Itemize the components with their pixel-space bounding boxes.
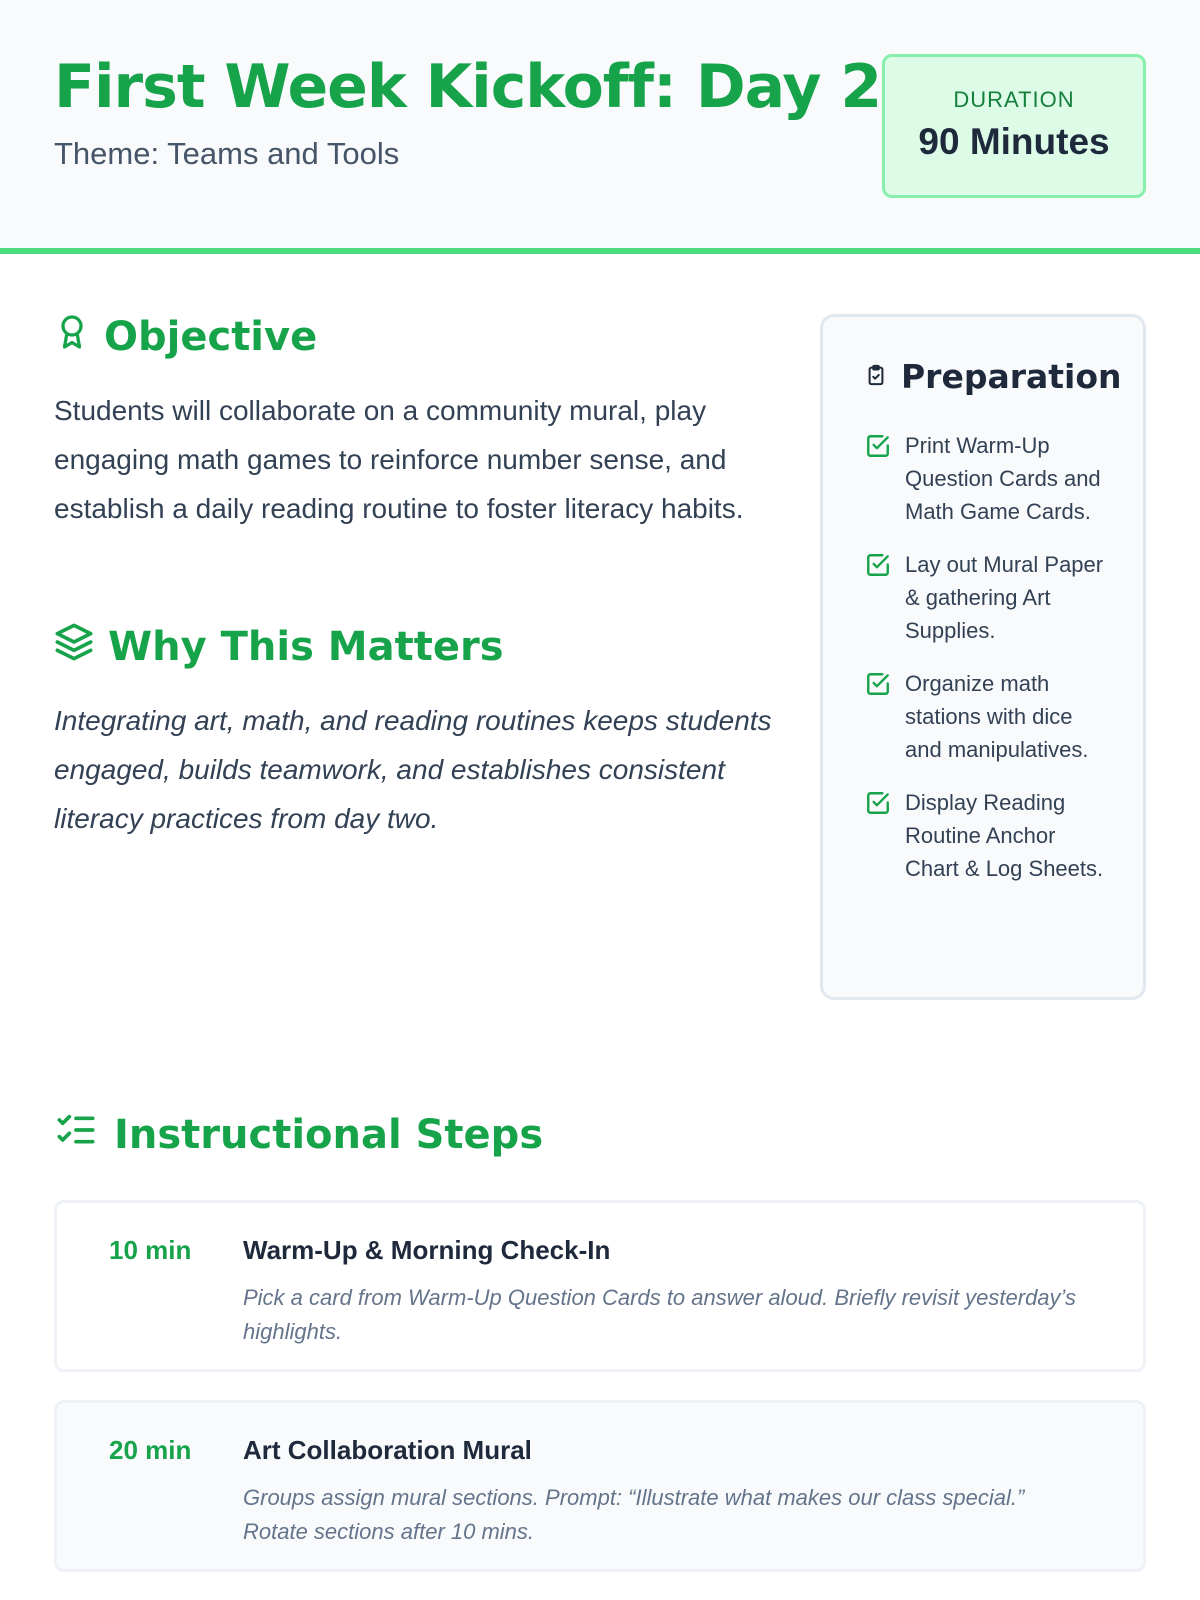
check-square-icon — [865, 786, 891, 821]
preparation-item-text: Display Reading Routine Anchor Chart & Log Sheets. — [905, 790, 1104, 881]
preparation-list — [865, 429, 1115, 905]
preparation-heading — [865, 357, 1122, 396]
check-square-icon — [865, 667, 891, 702]
list-item — [865, 786, 1115, 885]
list-item — [865, 667, 1115, 766]
objective-heading — [54, 312, 317, 362]
preparation-item-text: Lay out Mural Paper & gathering Art Supplies. — [905, 552, 1104, 643]
why-heading — [54, 622, 504, 672]
step-description: Groups assign mural sections. Prompt: “Illustrate what makes our class special.” Rotate sections after 10 mins. — [243, 1485, 1025, 1544]
page-header — [0, 0, 1200, 254]
steps-heading — [54, 1110, 543, 1160]
preparation-item-text: Print Warm-Up Question Cards and Math Game Cards. — [905, 433, 1101, 524]
page-subtitle: Theme: Teams and Tools — [54, 136, 400, 171]
preparation-card — [820, 314, 1146, 1000]
objective-text: Students will collaborate on a community mural, play engaging math games to reinforce number sense, and establish a daily reading routine to foster literacy habits. — [54, 395, 744, 524]
layers-icon — [54, 622, 94, 672]
step-card — [54, 1400, 1146, 1572]
list-checks-icon — [54, 1110, 98, 1160]
award-icon — [54, 312, 90, 362]
step-duration: 10 min — [109, 1235, 192, 1265]
duration-value: 90 Minutes — [918, 121, 1110, 162]
duration-label: DURATION — [953, 87, 1075, 112]
why-text: Integrating art, math, and reading routines keeps students engaged, builds teamwork, and establishes consistent literacy practices from day two. — [54, 705, 772, 834]
duration-badge — [882, 54, 1146, 198]
preparation-item-text: Organize math stations with dice and manipulatives. — [905, 671, 1089, 762]
check-square-icon — [865, 429, 891, 464]
step-title: Warm-Up & Morning Check-In — [243, 1235, 611, 1265]
why-heading-label: Why This Matters — [108, 624, 504, 670]
steps-heading-label: Instructional Steps — [114, 1112, 544, 1158]
step-title: Art Collaboration Mural — [243, 1435, 532, 1465]
list-item — [865, 548, 1115, 647]
preparation-heading-label: Preparation — [901, 357, 1122, 396]
page-title: First Week Kickoff: Day 2 — [54, 52, 882, 122]
objective-heading-label: Objective — [104, 314, 318, 360]
check-square-icon — [865, 548, 891, 583]
step-duration: 20 min — [109, 1435, 192, 1465]
list-item — [865, 429, 1115, 528]
step-description: Pick a card from Warm-Up Question Cards to answer aloud. Briefly revisit yesterday’s highlights. — [243, 1285, 1077, 1344]
step-card — [54, 1200, 1146, 1372]
clipboard-icon — [865, 357, 887, 396]
